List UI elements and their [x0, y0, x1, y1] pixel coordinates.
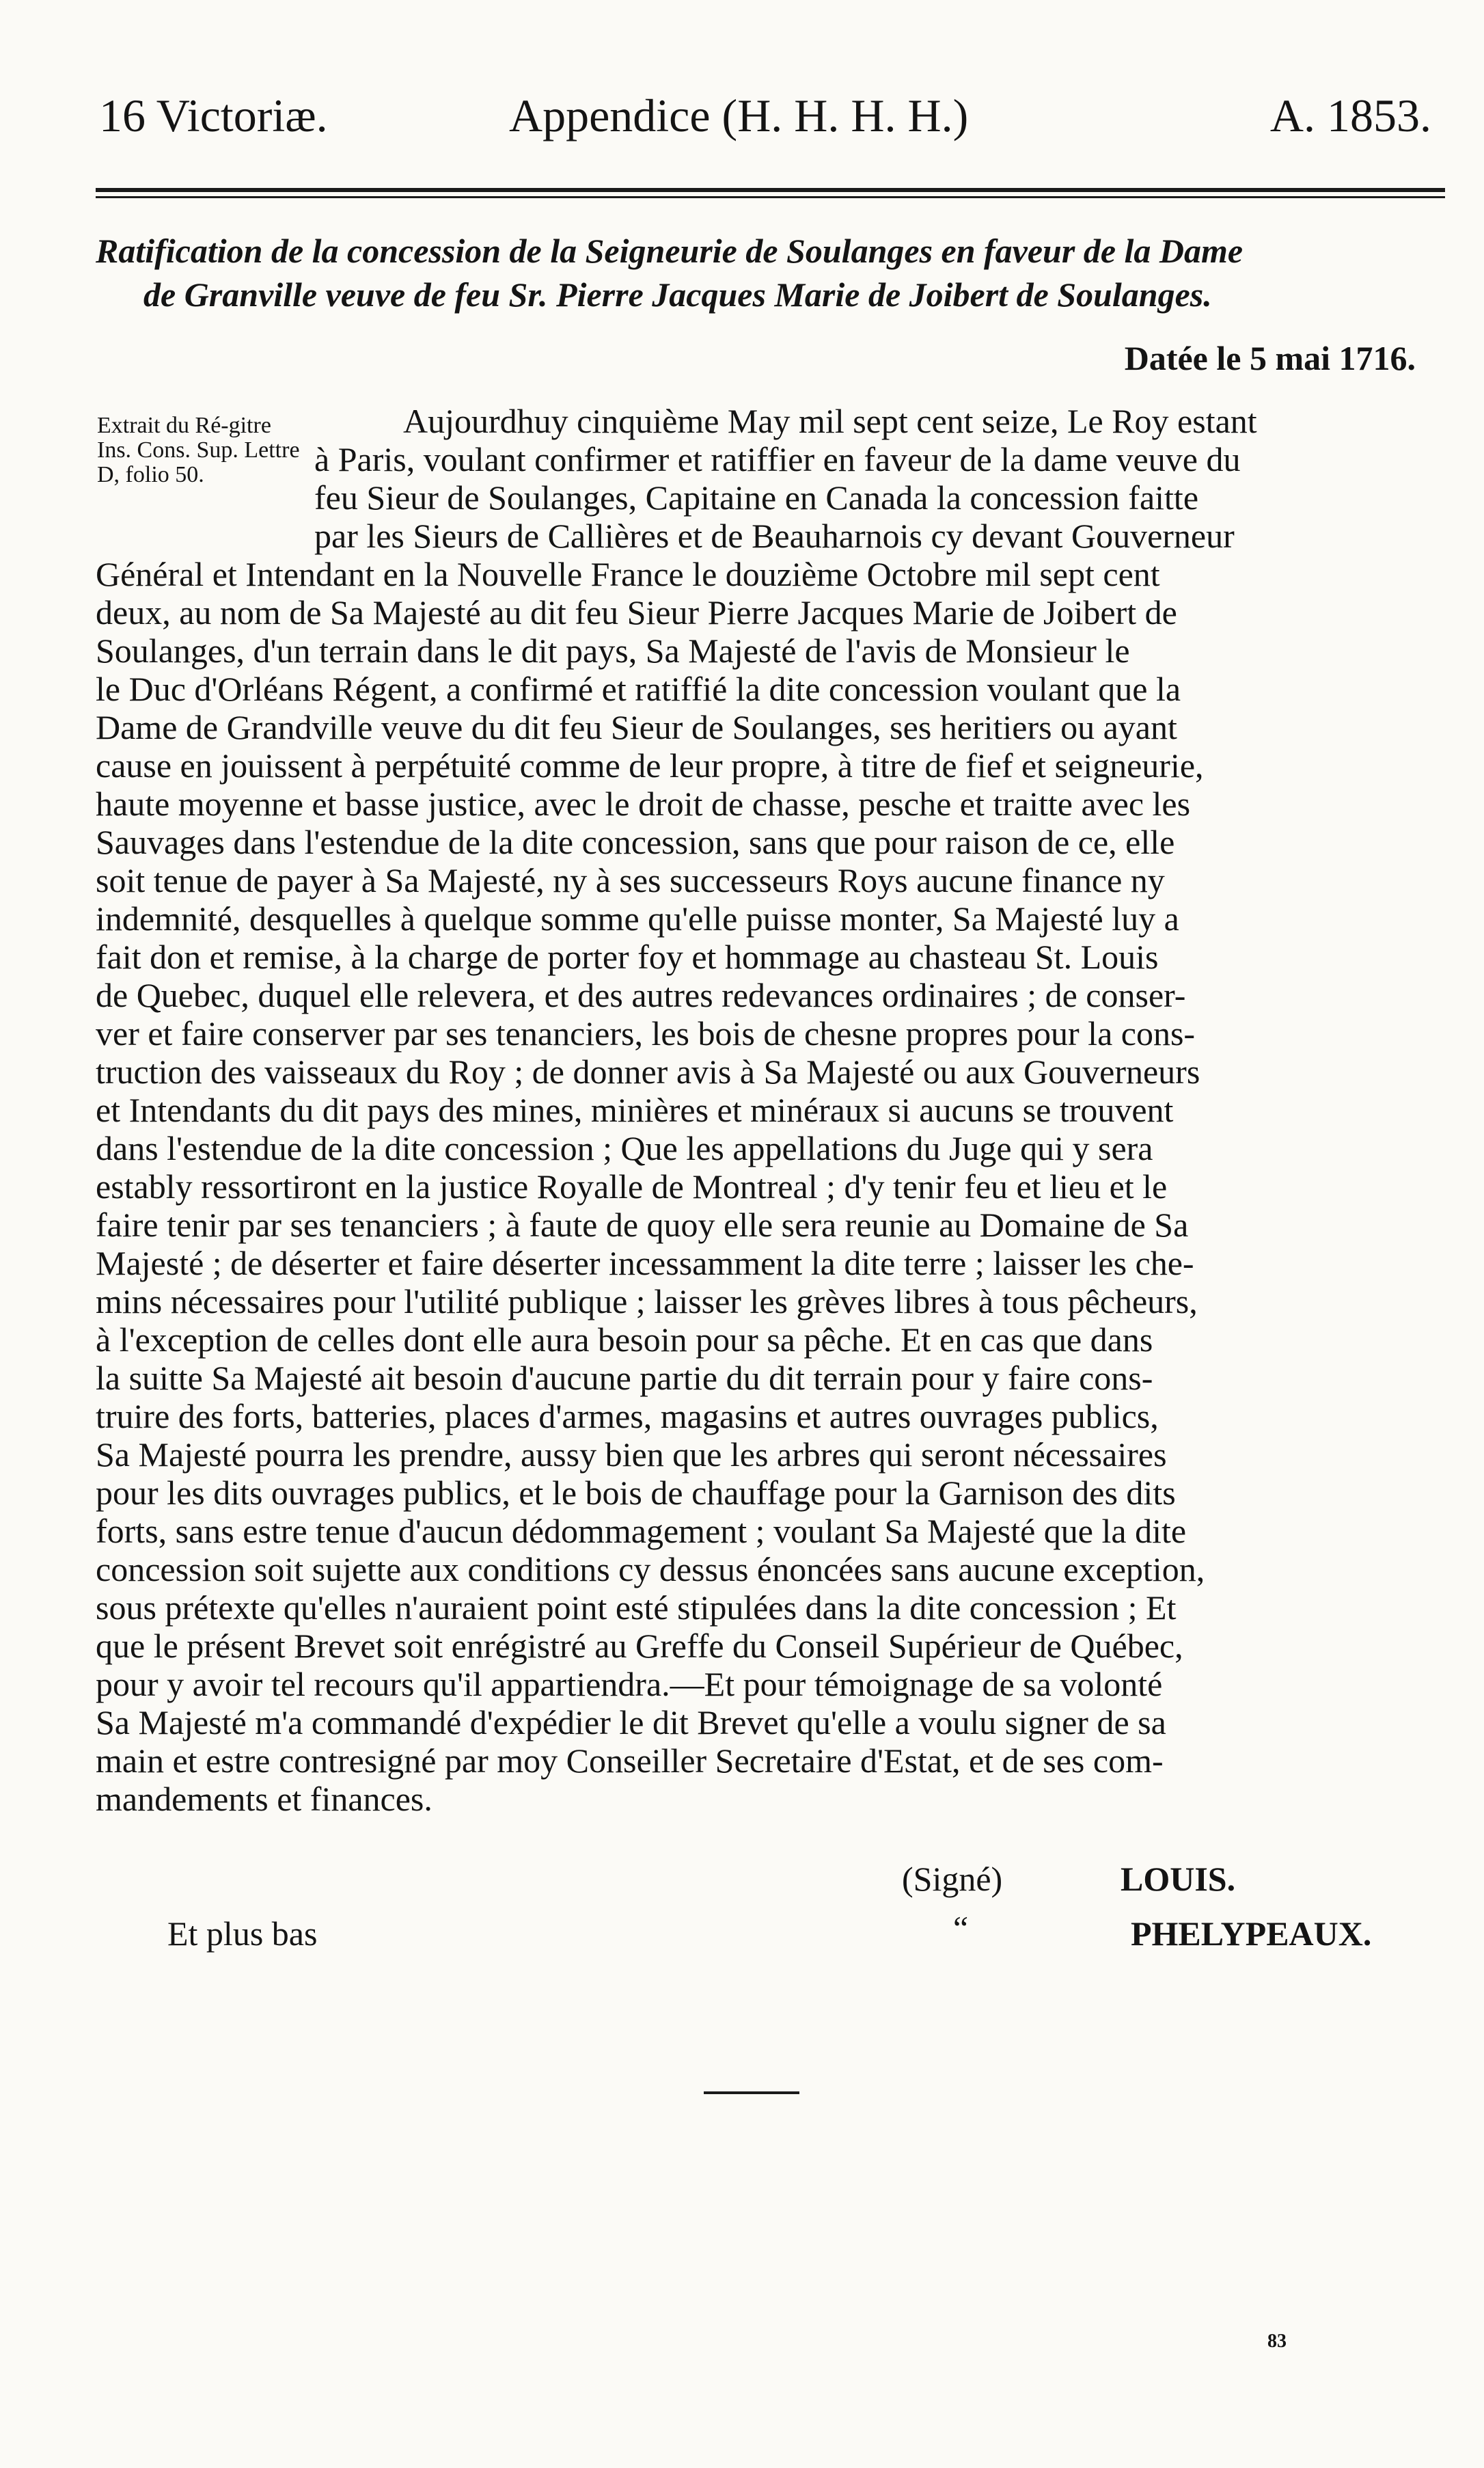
body-line: Majesté ; de déserter et faire déserter incessamment la dite terre ; laisser les che- [96, 1244, 1194, 1282]
body-line: Dame de Grandville veuve du dit feu Sieur de Soulanges, ses heritiers ou ayant [96, 708, 1177, 746]
body-line: Sa Majesté pourra les prendre, aussy bien que les arbres qui seront nécessaires [96, 1435, 1167, 1474]
body-line: mins nécessaires pour l'utilité publique ; laisser les grèves libres à tous pêcheurs, [96, 1282, 1198, 1320]
body-line: mandements et finances. [96, 1780, 432, 1818]
body-line: la suitte Sa Majesté ait besoin d'aucune partie du dit terrain pour y faire cons- [96, 1359, 1153, 1397]
body-line: forts, sans estre tenue d'aucun dédommagement ; voulant Sa Majesté que la dite [96, 1512, 1187, 1550]
body-line: cause en jouissent à perpétuité comme de leur propre, à titre de fief et seigneurie, [96, 746, 1204, 785]
header-session: 16 Victoriæ. [99, 90, 328, 141]
signe-label: (Signé) [902, 1860, 1003, 1898]
header-rule-thin [96, 196, 1445, 198]
body-text [96, 402, 1438, 1818]
header-appendix: Appendice (H. H. H. H.) [509, 90, 969, 141]
body-line: haute moyenne et basse justice, avec le droit de chasse, pesche et traitte avec les [96, 785, 1191, 823]
page-number: 83 [1267, 2331, 1287, 2352]
signature-louis: LOUIS. [1121, 1860, 1236, 1898]
body-line: le Duc d'Orléans Régent, a confirmé et ratiffié la dite concession voulant que la [96, 670, 1181, 708]
body-line: à Paris, voulant confirmer et ratiffier en faveur de la dame veuve du [314, 440, 1241, 478]
body-line: truire des forts, batteries, places d'armes, magasins et autres ouvrages publics, [96, 1397, 1159, 1435]
body-line: fait don et remise, à la charge de porter foy et hommage au chasteau St. Louis [96, 938, 1159, 976]
header-year: A. 1853. [1269, 90, 1431, 141]
body-line: soit tenue de payer à Sa Majesté, ny à ses successeurs Roys aucune finance ny [96, 861, 1165, 899]
body-line: main et estre contresigné par moy Conseiller Secretaire d'Estat, et de ses com- [96, 1741, 1164, 1780]
body-line: dans l'estendue de la dite concession ; Que les appellations du Juge qui y sera [96, 1129, 1153, 1167]
title-line-2: de Granville veuve de feu Sr. Pierre Jacques Marie de Joibert de Soulanges. [143, 275, 1212, 314]
body-line: estably ressortiront en la justice Royalle de Montreal ; d'y tenir feu et lieu et le [96, 1167, 1168, 1206]
signature-phelypeaux: PHELYPEAUX. [1131, 1914, 1372, 1953]
header-rule-thick [96, 188, 1445, 192]
body-line: Sauvages dans l'estendue de la dite concession, sans que pour raison de ce, elle [96, 823, 1175, 861]
body-line: pour y avoir tel recours qu'il appartiendra.—Et pour témoignage de sa volonté [96, 1665, 1163, 1703]
running-header [99, 89, 1431, 150]
body-line: Sa Majesté m'a commandé d'expédier le dit Brevet qu'elle a voulu signer de sa [96, 1703, 1166, 1741]
body-line: indemnité, desquelles à quelque somme qu'elle puisse monter, Sa Majesté luy a [96, 899, 1179, 938]
title-line-1: Ratification de la concession de la Seigneurie de Soulanges en faveur de la Dame [96, 232, 1243, 270]
body-line: faire tenir par ses tenanciers ; à faute de quoy elle sera reunie au Domaine de Sa [96, 1206, 1189, 1244]
body-line: Aujourdhuy cinquième May mil sept cent seize, Le Roy estant [403, 402, 1257, 440]
body-line: que le présent Brevet soit enrégistré au Greffe du Conseil Supérieur de Québec, [96, 1627, 1183, 1665]
body-line: sous prétexte qu'elles n'auraient point esté stipulées dans la dite concession ; Et [96, 1588, 1177, 1627]
body-line: truction des vaisseaux du Roy ; de donner avis à Sa Majesté ou aux Gouverneurs [96, 1053, 1200, 1091]
body-line: à l'exception de celles dont elle aura besoin pour sa pêche. Et en cas que dans [96, 1320, 1153, 1359]
body-line: pour les dits ouvrages publics, et le bois de chauffage pour la Garnison des dits [96, 1474, 1176, 1512]
body-line: concession soit sujette aux conditions cy dessus énoncées sans aucune exception, [96, 1550, 1205, 1588]
body-line: et Intendants du dit pays des mines, minières et minéraux si aucuns se trouvent [96, 1091, 1174, 1129]
et-plus-bas: Et plus bas [167, 1914, 318, 1953]
body-line: feu Sieur de Soulanges, Capitaine en Canada la concession faitte [314, 478, 1199, 517]
body-line: Général et Intendant en la Nouvelle France le douzième Octobre mil sept cent [96, 555, 1160, 593]
body-line: de Quebec, duquel elle relevera, et des autres redevances ordinaires ; de conser- [96, 976, 1186, 1014]
date-line: Datée le 5 mai 1716. [1124, 339, 1416, 377]
body-line: deux, au nom de Sa Majesté au dit feu Sieur Pierre Jacques Marie de Joibert de [96, 593, 1177, 632]
ditto-mark: “ [953, 1909, 969, 1947]
body-line: Soulanges, d'un terrain dans le dit pays, Sa Majesté de l'avis de Monsieur le [96, 632, 1130, 670]
document-title [96, 229, 1452, 316]
margin-note: Extrait du Ré-gitre Ins. Cons. Sup. Lettre D, folio 50. [97, 413, 300, 487]
body-line: ver et faire conserver par ses tenanciers, les bois de chesne propres pour la cons- [96, 1014, 1196, 1053]
end-rule [704, 2091, 799, 2094]
body-line: par les Sieurs de Callières et de Beauharnois cy devant Gouverneur [314, 517, 1235, 555]
